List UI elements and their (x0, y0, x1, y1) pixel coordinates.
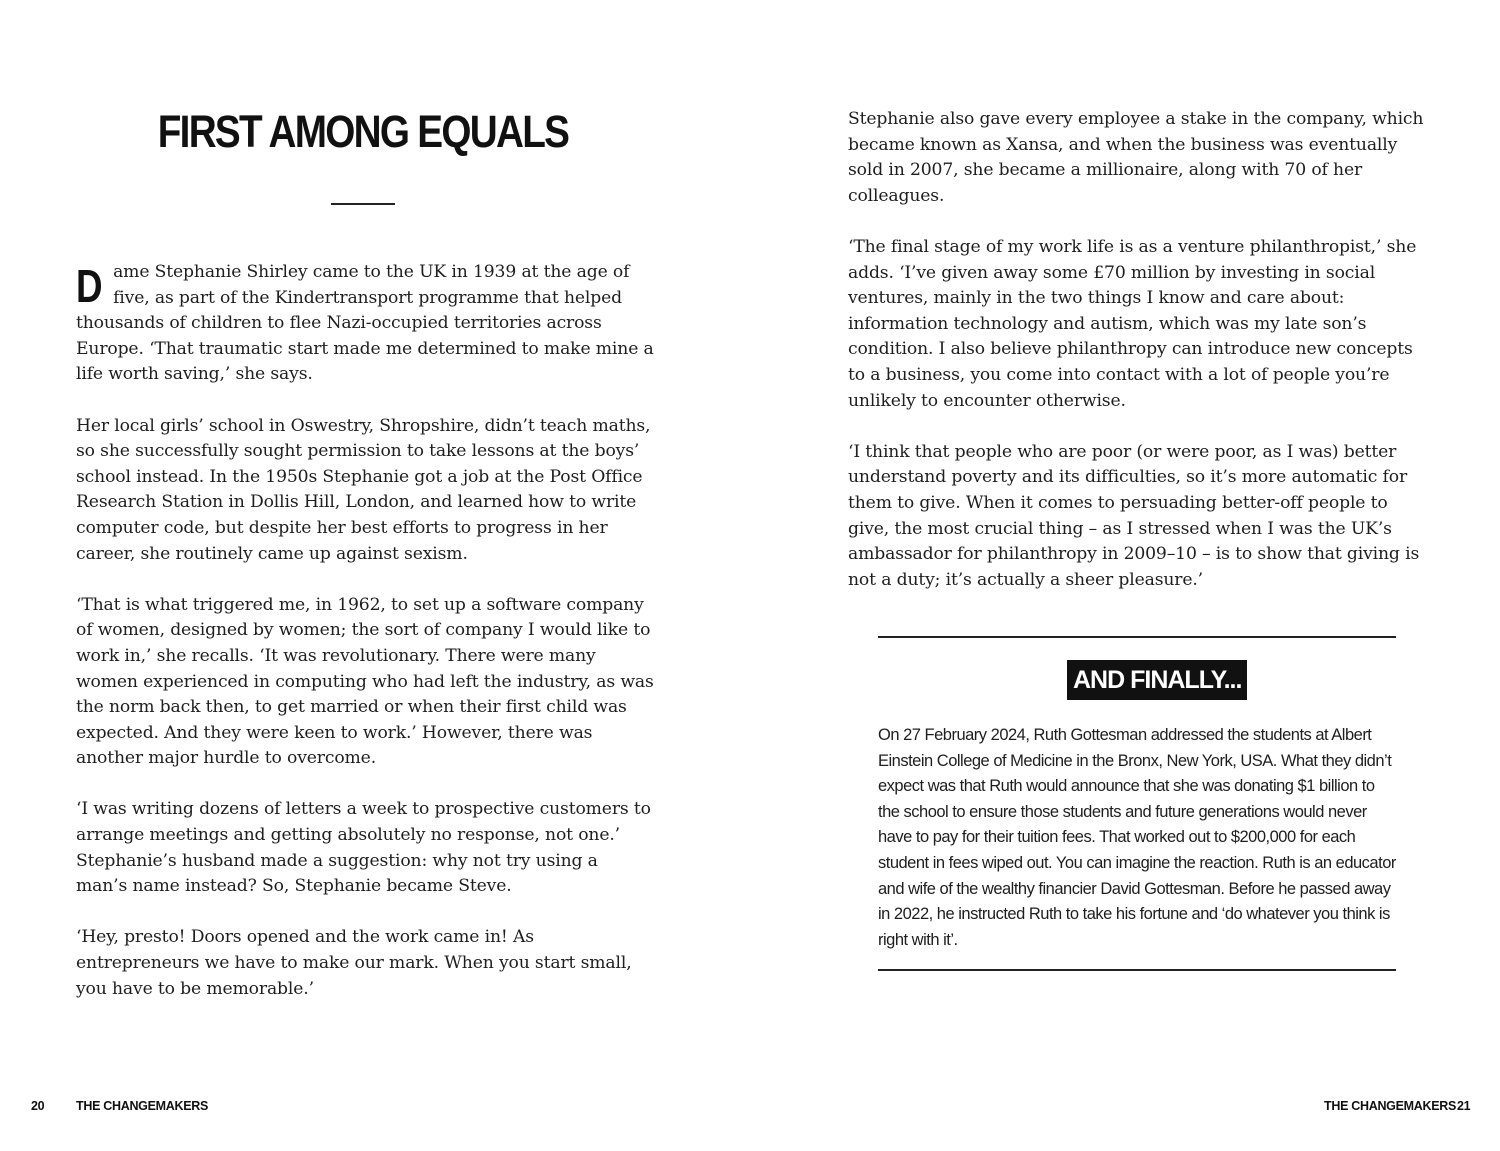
box-bottom-rule (878, 969, 1396, 971)
paragraph: ‘I was writing dozens of letters a week to prospective customers to arrange meetings and getting absolutely no response, not one.’ Stephanie’s husband made a suggestion: why not try using a man’s name instead? So, Stephanie became Steve. (76, 799, 651, 897)
page-number-right: 21 (1457, 1099, 1471, 1113)
paragraph: ‘I think that people who are poor (or were poor, as I was) better understand poverty and its difficulties, so it’s more automatic for them to give. When it comes to persuading better-off people to give, the most crucial thing – as I stressed when I was the UK’s ambassador for philanthropy in 2009–10 – is to show that giving is not a duty; it’s actually a sheer pleasure.’ (848, 441, 1420, 590)
page-title: FIRST AMONG EQUALS (157, 106, 569, 157)
page-number-left: 20 (31, 1099, 45, 1113)
drop-cap: D (76, 260, 103, 312)
right-body (848, 107, 1428, 619)
opening-paragraph (76, 260, 654, 388)
and-finally-heading: AND FINALLY... (1067, 660, 1247, 700)
title-divider (331, 203, 395, 205)
running-title-left: THE CHANGEMAKERS (76, 1099, 209, 1113)
right-page (750, 0, 1500, 1151)
and-finally-text: On 27 February 2024, Ruth Gottesman addressed the students at Albert Einstein College of Medicine in the Bronx, New York, USA. What they didn’t expect was that Ruth would announce that she was donating $1 billion to the school to ensure those students and future generations would never have to pay for their tuition fees. That worked out to $200,000 for each student in fees wiped out. You can imagine the reaction. Ruth is an educator and wife of the wealthy financier David Gottesman. Before he passed away in 2022, he instructed Ruth to take his fortune and ‘do whatever you think is right with it’. (878, 726, 1396, 949)
box-top-rule (878, 636, 1396, 638)
paragraph: Her local girls’ school in Oswestry, Shropshire, didn’t teach maths, so she successfully sought permission to take lessons at the boys’ school instead. In the 1950s Stephanie got a job at the Post Office Research Station in Dollis Hill, London, and learned how to write computer code, but despite her best efforts to progress in her career, she routinely came up against sexism. (76, 415, 651, 564)
opening-paragraph-text: ame Stephanie Shirley came to the UK in 1939 at the age of five, as part of the Kindertransport programme that helped thousands of children to flee Nazi-occupied territories across Europe. ‘That traumatic start made me determined to make mine a life worth saving,’ she says. (76, 262, 654, 385)
paragraph: ‘Hey, presto! Doors opened and the work came in! As entrepreneurs we have to make our mark. When you start small, you have to be memorable.’ (76, 927, 632, 999)
running-title-right: THE CHANGEMAKERS (1324, 1099, 1457, 1113)
paragraph: ‘That is what triggered me, in 1962, to set up a software company of women, designed by women; the sort of company I would like to work in,’ she recalls. ‘It was revolutionary. There were many women experienced in computing who had left the industry, as was the norm back then, to get married or when their first child was expected. And they were keen to work.’ However, there was another major hurdle to overcome. (76, 594, 654, 769)
paragraph: ‘The final stage of my work life is as a venture philanthropist,’ she adds. ‘I’ve given away some £70 million by investing in social ventures, mainly in the two things I know and care about: information technology and autism, which was my late son’s condition. I also believe philanthropy can introduce new concepts to a business, you come into contact with a lot of people you’re unlikely to encounter otherwise. (848, 236, 1417, 411)
left-body (76, 260, 654, 1028)
paragraph: Stephanie also gave every employee a stake in the company, which became known as Xansa, and when the business was eventually sold in 2007, she became a millionaire, along with 70 of her colleagues. (848, 109, 1424, 206)
